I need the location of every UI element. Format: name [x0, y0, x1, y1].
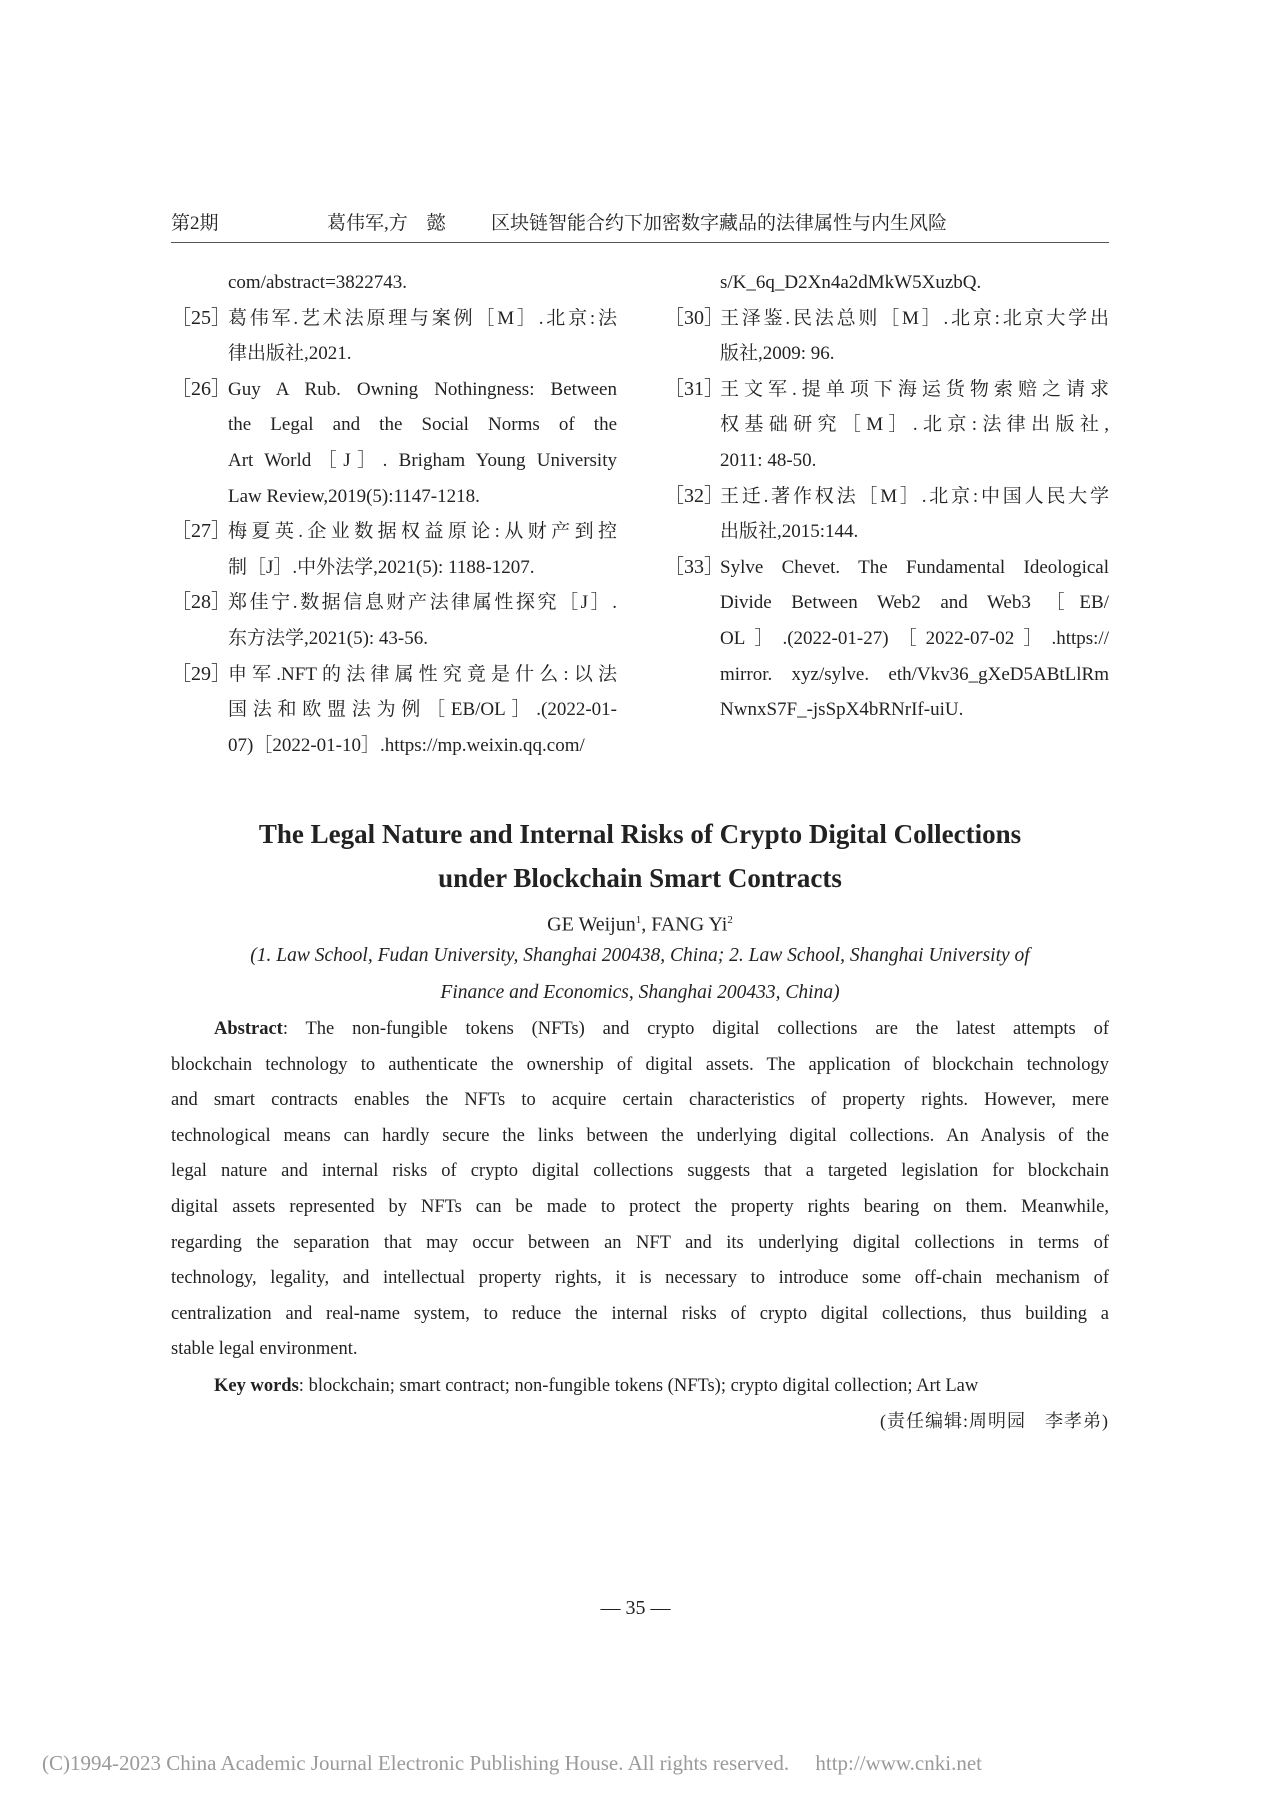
reference-line: 律出版社,2021.: [228, 343, 352, 365]
reference-line: Art World［J］. Brigham Young University: [228, 449, 617, 471]
running-head-authors: 葛伟军,方 懿: [327, 213, 446, 234]
affiliation-line-1: (1. Law School, Fudan University, Shanghai 200438, China; 2. Law School, Shanghai University of: [250, 945, 1030, 966]
reference-line: 东方法学,2021(5): 43-56.: [228, 627, 429, 649]
reference-line: 制［J］.中外法学,2021(5): 1188-1207.: [228, 556, 535, 578]
reference-line: s/K_6q_D2Xn4a2dMkW5XuzbQ.: [720, 272, 982, 293]
reference-line: Sylve Chevet. The Fundamental Ideological: [720, 556, 1109, 578]
abstract-line: legal nature and internal risks of crypto digital collections suggests that a targeted legislation for blockchain: [171, 1161, 1109, 1182]
issue-number: 第2期: [171, 213, 219, 234]
author-2: FANG Yi: [651, 913, 728, 936]
reference-line: 梅夏英.企业数据权益原论:从财产到控: [228, 521, 617, 543]
reference-line: Divide Between Web2 and Web3［EB/: [720, 592, 1109, 614]
reference-line: 权基础研究［M］.北京:法律出版社,: [720, 414, 1109, 436]
english-title-line-2: under Blockchain Smart Contracts: [438, 863, 842, 893]
english-authors: [171, 902, 1109, 943]
page-number: — 35 —: [600, 1597, 671, 1619]
author-1: GE Weijun: [547, 913, 636, 936]
author-2-affil: 2: [727, 914, 733, 926]
reference-line: 葛伟军.艺术法原理与案例［M］.北京:法: [228, 307, 617, 329]
abstract-line: and smart contracts enables the NFTs to acquire certain characteristics of property rights. However, mere: [171, 1090, 1109, 1111]
reference-line: Law Review,2019(5):1147-1218.: [228, 485, 480, 507]
affiliation-line-2: Finance and Economics, Shanghai 200433, China): [440, 982, 840, 1003]
keywords-colon: :: [298, 1376, 309, 1396]
abstract-line: regarding the separation that may occur between an NFT and its underlying digital collections in terms of: [171, 1232, 1109, 1253]
reference-entry: [664, 550, 1109, 728]
reference-line: NwnxS7F_-jsSpX4bRNrIf-uiU.: [720, 699, 964, 721]
reference-entry: [171, 372, 617, 514]
reference-number: ［26］: [171, 377, 231, 400]
header-rule: [171, 242, 1109, 243]
reference-number: ［29］: [171, 662, 231, 685]
reference-entry: [171, 301, 617, 372]
reference-entry: [664, 301, 1109, 372]
reference-entry: [664, 265, 1109, 301]
abstract-colon: :: [282, 1019, 306, 1039]
reference-number: ［33］: [664, 555, 724, 578]
reference-entry: [664, 372, 1109, 479]
reference-number: ［30］: [664, 306, 724, 329]
reference-line: 郑佳宁.数据信息财产法律属性探究［J］.: [228, 592, 617, 614]
responsible-editors: (责任编辑:周明园 李孝弟): [880, 1411, 1109, 1431]
author-separator: ,: [641, 913, 652, 936]
references-right-column: [664, 265, 1109, 728]
references-left-column: [171, 265, 617, 763]
reference-line: 版社,2009: 96.: [720, 343, 835, 365]
abstract: [171, 1012, 1109, 1368]
reference-number: ［25］: [171, 306, 231, 329]
reference-number: ［27］: [171, 520, 231, 543]
abstract-label: Abstract: [214, 1019, 283, 1039]
abstract-line: [214, 1012, 1109, 1048]
reference-line: OL］.(2022-01-27)［2022-07-02］.https://: [720, 627, 1109, 649]
reference-line: mirror. xyz/sylve. eth/Vkv36_gXeD5ABtLlRm: [720, 663, 1109, 685]
reference-line: Guy A Rub. Owning Nothingness: Between: [228, 378, 617, 400]
reference-number: ［32］: [664, 484, 724, 507]
reference-line: 2011: 48-50.: [720, 449, 817, 471]
reference-line: 07)［2022-01-10］.https://mp.weixin.qq.com/: [228, 734, 585, 756]
reference-line: 申军.NFT的法律属性究竟是什么:以法: [228, 663, 617, 685]
reference-line: 国法和欧盟法为例［EB/OL］.(2022-01-: [228, 699, 617, 721]
abstract-line: blockchain technology to authenticate the ownership of digital assets. The application of blockchain technology: [171, 1054, 1109, 1075]
abstract-line: stable legal environment.: [171, 1339, 358, 1360]
keywords: [214, 1368, 978, 1404]
copyright-watermark: (C)1994-2023 China Academic Journal Electronic Publishing House. All rights reserved. http://www.cnki.net: [42, 1751, 982, 1775]
reference-line: 王泽鉴.民法总则［M］.北京:北京大学出: [720, 307, 1109, 329]
author-1-affil: 1: [635, 914, 642, 926]
running-head-title: 区块链智能合约下加密数字藏品的法律属性与内生风险: [491, 213, 948, 234]
reference-entry: [171, 514, 617, 585]
reference-line: 出版社,2015:144.: [720, 521, 859, 543]
reference-number: ［31］: [664, 377, 724, 400]
keywords-text: blockchain; smart contract; non-fungible tokens (NFTs); crypto digital collection; Art Law: [308, 1376, 979, 1396]
keywords-label: Key words: [214, 1376, 299, 1396]
abstract-text: The non-fungible tokens (NFTs) and crypto digital collections are the latest attempts of: [305, 1019, 1109, 1039]
reference-line: 王迁.著作权法［M］.北京:中国人民大学: [720, 485, 1109, 507]
reference-line: 王文军.提单项下海运货物索赔之请求: [720, 378, 1109, 400]
reference-line: the Legal and the Social Norms of the: [228, 414, 617, 436]
reference-entry: [171, 585, 617, 656]
reference-number: ［28］: [171, 591, 231, 614]
reference-entry: [171, 657, 617, 764]
reference-entry: [171, 265, 617, 301]
abstract-line: digital assets represented by NFTs can be made to protect the property rights bearing on them. Meanwhile,: [171, 1196, 1109, 1217]
english-title-line-1: The Legal Nature and Internal Risks of Crypto Digital Collections: [258, 819, 1022, 849]
reference-entry: [664, 479, 1109, 550]
abstract-line: centralization and real-name system, to reduce the internal risks of crypto digital collections, thus building a: [171, 1303, 1109, 1324]
reference-line: com/abstract=3822743.: [228, 272, 408, 293]
abstract-line: technology, legality, and intellectual property rights, it is necessary to introduce some off-chain mechanism of: [171, 1268, 1109, 1289]
abstract-line: technological means can hardly secure the links between the underlying digital collections. An Analysis of the: [171, 1125, 1109, 1146]
